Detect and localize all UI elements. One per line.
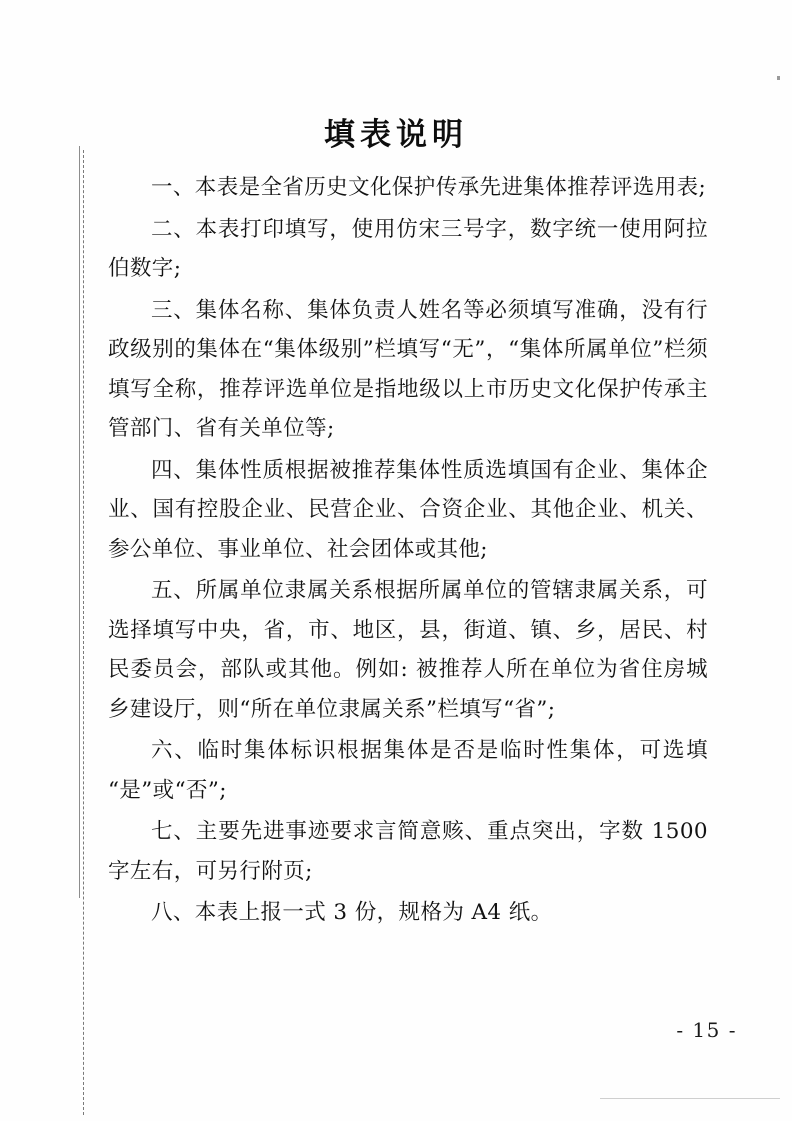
instruction-item: 三、集体名称、集体负责人姓名等必须填写准确，没有行政级别的集体在“集体级别”栏填写“无”，“集体所属单位”栏须填写全称，推荐评选单位是指地级以上市历史文化保护传承主管部门、省有关单位等; [108, 297, 708, 441]
page-number: - 15 - [676, 1018, 737, 1042]
instruction-item: 四、集体性质根据被推荐集体性质选填国有企业、集体企业、国有控股企业、民营企业、合资企业、其他企业、机关、参公单位、事业单位、社会团体或其他; [108, 457, 708, 562]
page-title: 填表说明 [324, 116, 468, 153]
instruction-item: 二、本表打印填写，使用仿宋三号字，数字统一使用阿拉伯数字; [108, 216, 708, 281]
instruction-item: 一、本表是全省历史文化保护传承先进集体推荐评选用表; [151, 175, 707, 200]
left-margin-dashed-line [83, 150, 84, 1115]
instruction-item: 八、本表上报一式 3 份，规格为 A4 纸。 [151, 900, 553, 925]
instruction-item: 七、主要先进事迹要求言简意赅、重点突出，字数 1500 字左右，可另行附页; [108, 819, 708, 884]
instructions-body [108, 168, 708, 933]
scan-edge-mark-icon [777, 76, 780, 80]
left-margin-solid-line [79, 146, 80, 898]
scan-edge-line [600, 1098, 780, 1099]
instruction-item: 六、临时集体标识根据集体是否是临时性集体，可选填“是”或“否”; [108, 738, 708, 803]
instruction-item: 五、所属单位隶属关系根据所属单位的管辖隶属关系，可选择填写中央，省，市、地区，县，街道、镇、乡，居民、村民委员会，部队或其他。例如: 被推荐人所在单位为省住房城乡建设厅，则“所在单位隶属关系”栏填写“省”; [108, 578, 708, 722]
